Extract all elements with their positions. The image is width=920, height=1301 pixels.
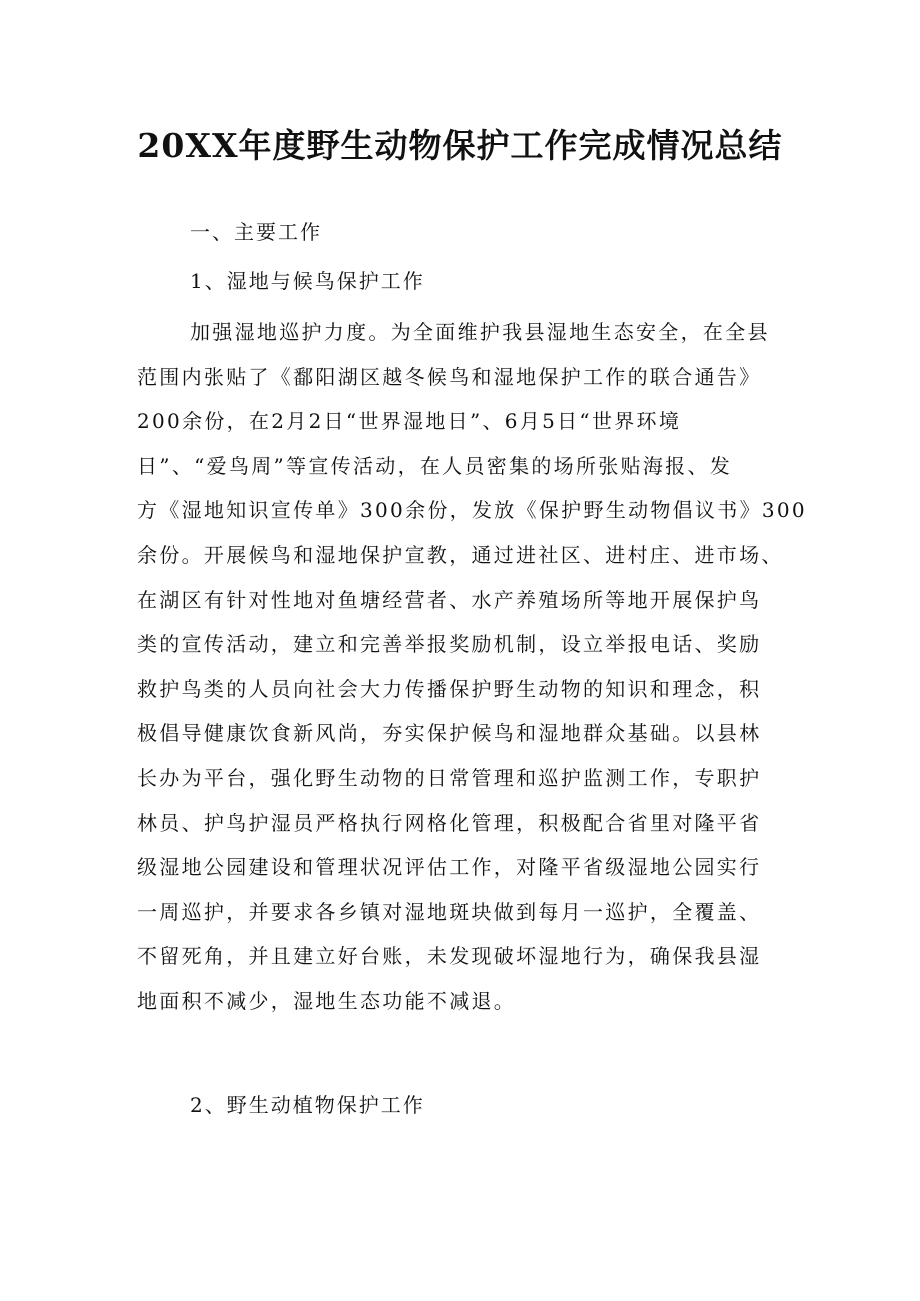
- paragraph-line: 级湿地公园建设和管理状况评估工作，对隆平省级湿地公园实行: [137, 855, 762, 880]
- paragraph-line: 方《湿地知识宣传单》300余份，发放《保护野生动物倡议书》300: [137, 498, 807, 523]
- section-heading-main-work: 一、主要工作: [190, 220, 322, 244]
- paragraph-line: 类的宣传活动，建立和完善举报奖励机制，设立举报电话、奖励: [137, 632, 762, 657]
- paragraph-line: 林员、护鸟护湿员严格执行网格化管理，积极配合省里对隆平省: [137, 810, 762, 835]
- subheading-wildlife-plant-protection: 2、野生动植物保护工作: [190, 1093, 425, 1117]
- paragraph-line: 日”、“爱鸟周”等宣传活动，在人员密集的场所张贴海报、发: [137, 453, 733, 478]
- paragraph-line: 救护鸟类的人员向社会大力传播保护野生动物的知识和理念，积: [137, 676, 762, 701]
- document-title: 20XX年度野生动物保护工作完成情况总结: [137, 126, 783, 165]
- paragraph-line: 地面积不减少，湿地生态功能不减退。: [137, 988, 517, 1013]
- paragraph-line: 加强湿地巡护力度。为全面维护我县湿地生态安全，在全县: [190, 320, 770, 344]
- paragraph-line: 余份。开展候鸟和湿地保护宣教，通过进社区、进村庄、进市场、: [137, 542, 784, 567]
- paragraph-line: 极倡导健康饮食新风尚，夯实保护候鸟和湿地群众基础。以县林: [137, 721, 762, 746]
- paragraph-line: 一周巡护，并要求各乡镇对湿地斑块做到每月一巡护，全覆盖、: [137, 899, 762, 924]
- paragraph-line: 不留死角，并且建立好台账，未发现破坏湿地行为，确保我县湿: [137, 944, 762, 969]
- paragraph-line: 200余份，在2月2日“世界湿地日”、6月5日“世界环境: [137, 409, 682, 434]
- paragraph-line: 在湖区有针对性地对鱼塘经营者、水产养殖场所等地开展保护鸟: [137, 587, 762, 612]
- subheading-wetland-bird-protection: 1、湿地与候鸟保护工作: [190, 269, 425, 293]
- paragraph-line: 长办为平台，强化野生动物的日常管理和巡护监测工作，专职护: [137, 765, 762, 790]
- paragraph-wetland-patrol: [137, 310, 807, 1024]
- paragraph-line: 范围内张贴了《鄱阳湖区越冬候鸟和湿地保护工作的联合通告》: [137, 364, 762, 389]
